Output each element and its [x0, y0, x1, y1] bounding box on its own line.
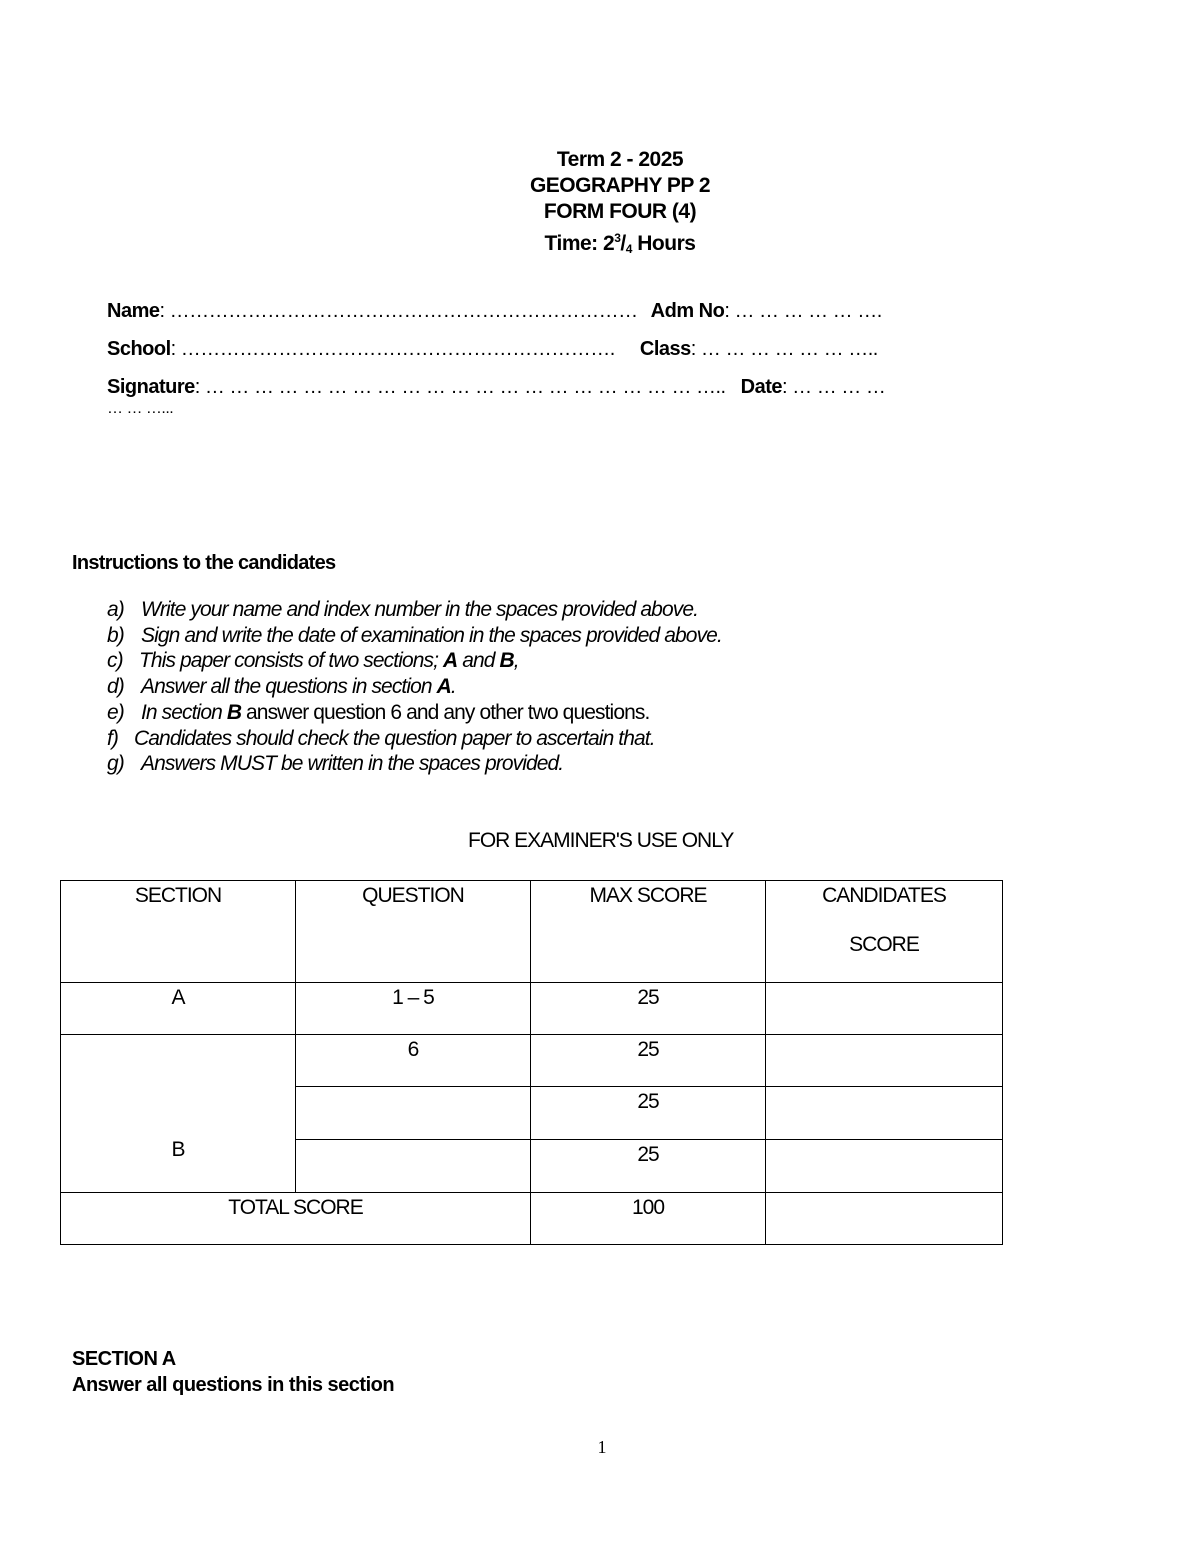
name-blank[interactable]: : ………………………………………………………………: [159, 300, 638, 322]
name-label: Name: [107, 300, 160, 322]
instructions-title: Instructions to the candidates: [72, 552, 336, 574]
instruction-text: This paper consists of two sections;: [139, 649, 444, 673]
table-header-row: [61, 881, 1003, 983]
header-score: SCORE: [849, 933, 919, 956]
school-row: [107, 338, 878, 361]
class-blank[interactable]: : … … … … … … …..: [690, 338, 878, 360]
instruction-bold: B: [499, 649, 514, 673]
table-cell: [296, 983, 531, 1035]
table-cell: [531, 983, 766, 1035]
table-header-cell: [531, 881, 766, 983]
total-row: [61, 1193, 1003, 1245]
instruction-text: In section: [141, 700, 227, 724]
table-row: [61, 1035, 1003, 1087]
table-cell: [531, 1087, 766, 1140]
instructions-list: [107, 597, 722, 777]
candidate-score-cell[interactable]: [766, 1035, 1003, 1087]
row-b-max: 25: [637, 1038, 659, 1061]
instruction-letter: g): [107, 752, 124, 776]
header-question: QUESTION: [362, 884, 464, 907]
form-line: FORM FOUR (4): [543, 200, 697, 223]
instruction-letter: c): [107, 649, 123, 673]
instruction-bold: A: [436, 675, 451, 699]
instruction-text: and: [457, 649, 500, 673]
table-cell: [531, 1193, 766, 1245]
instruction-item: [107, 726, 722, 752]
instruction-item: [107, 700, 722, 726]
instruction-text: answer question 6 and any other two questions.: [241, 700, 650, 724]
row-b-max: 25: [637, 1090, 659, 1113]
class-label: Class: [639, 338, 691, 360]
instruction-bold: A: [443, 649, 458, 673]
table-cell: [296, 1035, 531, 1087]
row-b-section: B: [171, 1138, 185, 1161]
candidate-score-cell[interactable]: [766, 1140, 1003, 1193]
name-row: [107, 300, 882, 323]
question-blank-cell[interactable]: [296, 1140, 531, 1193]
row-a-question: 1 – 5: [392, 986, 434, 1009]
time-numerator: 3: [614, 231, 621, 245]
table-row: [61, 983, 1003, 1035]
instruction-item: [107, 751, 722, 777]
row-a-section: A: [171, 986, 185, 1009]
instruction-item: [107, 648, 722, 674]
table-cell: [531, 1140, 766, 1193]
section-a-subtitle: Answer all questions in this section: [72, 1374, 395, 1396]
row-b-max: 25: [637, 1143, 659, 1166]
examiner-title: FOR EXAMINER'S USE ONLY: [468, 829, 734, 852]
examiner-score-table: [60, 880, 1003, 1245]
term-line: Term 2 - 2025: [556, 148, 684, 171]
table-cell: [61, 983, 296, 1035]
school-label: School: [107, 338, 171, 360]
total-max: 100: [631, 1196, 665, 1219]
time-prefix: Time: 2: [544, 232, 615, 255]
instruction-text: Write your name and index number in the spaces provided above.: [141, 598, 699, 621]
instruction-letter: f): [107, 726, 119, 750]
instruction-text: ,: [513, 649, 519, 673]
candidate-score-cell[interactable]: [766, 983, 1003, 1035]
candidate-score-cell[interactable]: [766, 1087, 1003, 1140]
signature-row: [107, 376, 885, 399]
instruction-item: [107, 623, 722, 649]
table-header-cell: [61, 881, 296, 983]
row-b-question: 6: [407, 1038, 419, 1061]
table-header-cell: [296, 881, 531, 983]
adm-blank[interactable]: : … … … … … ….: [724, 300, 882, 322]
date-label: Date: [740, 376, 783, 398]
instruction-text: Candidates should check the question paper to ascertain that.: [134, 726, 655, 750]
section-a-title: SECTION A: [72, 1348, 176, 1370]
instruction-item: [107, 597, 722, 623]
instruction-letter: d): [107, 675, 124, 699]
header-max-score: MAX SCORE: [589, 884, 707, 907]
table-cell: [61, 1193, 531, 1245]
date-blank[interactable]: : … … … …: [782, 376, 886, 398]
instruction-text: Answers MUST be written in the spaces provided.: [141, 752, 564, 776]
instruction-item: [107, 674, 722, 700]
instruction-letter: e): [107, 700, 124, 724]
paper-header: [0, 147, 1200, 262]
time-line: [0, 225, 1200, 262]
time-denominator: 4: [625, 242, 632, 256]
signature-blank[interactable]: : … … … … … … … … … … … … … … … … … … … … …..: [194, 376, 726, 398]
instruction-letter: a): [107, 598, 124, 621]
page-number: 1: [597, 1437, 607, 1457]
total-label: TOTAL SCORE: [228, 1196, 363, 1219]
date-blank-continued: … … …...: [107, 400, 174, 417]
school-blank[interactable]: : ………………………………………………………….: [170, 338, 615, 360]
candidate-total-cell[interactable]: [766, 1193, 1003, 1245]
instruction-text: Sign and write the date of examination in the spaces provided above.: [141, 623, 722, 647]
adm-label: Adm No: [650, 300, 725, 322]
table-header-cell: [766, 881, 1003, 983]
time-suffix: Hours: [631, 232, 696, 255]
table-cell: [61, 1035, 296, 1193]
instruction-text: .: [450, 675, 456, 699]
time-separator: /: [620, 232, 626, 255]
instruction-bold: B: [226, 700, 242, 724]
header-section: SECTION: [134, 884, 222, 907]
question-blank-cell[interactable]: [296, 1087, 531, 1140]
signature-label: Signature: [107, 376, 195, 398]
instruction-text: Answer all the questions in section: [141, 675, 437, 699]
table-cell: [531, 1035, 766, 1087]
subject-line: GEOGRAPHY PP 2: [529, 174, 711, 197]
instruction-letter: b): [107, 623, 124, 647]
row-a-max: 25: [637, 986, 659, 1009]
header-candidates: CANDIDATES: [822, 884, 946, 907]
